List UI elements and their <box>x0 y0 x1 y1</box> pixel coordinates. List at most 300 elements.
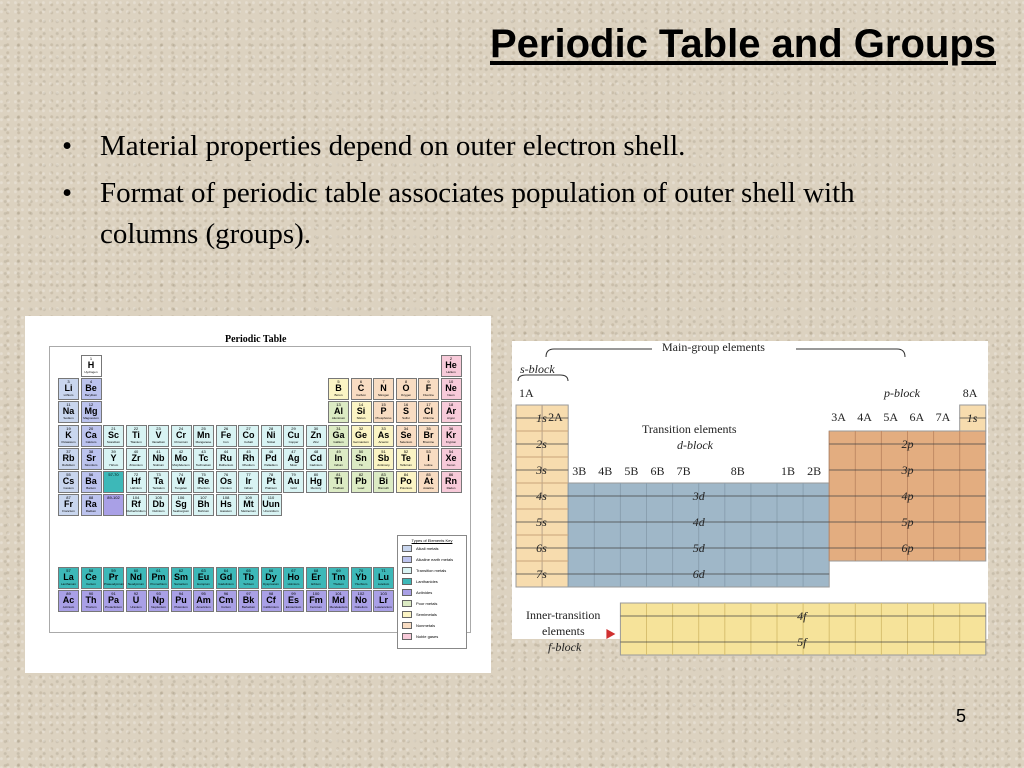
element-cell <box>373 590 394 612</box>
element-number: 72 <box>133 472 139 477</box>
element-name: Iron <box>223 439 229 444</box>
element-symbol: Ru <box>220 452 232 463</box>
element-symbol: Sg <box>175 499 187 510</box>
element-cell <box>418 401 439 423</box>
element-cell <box>351 425 372 447</box>
element-cell <box>171 567 192 589</box>
element-cell <box>81 494 102 516</box>
element-name: Thorium <box>85 605 97 610</box>
element-number: 51 <box>381 448 386 454</box>
element-number: 82 <box>358 472 364 477</box>
element-cell <box>373 425 394 447</box>
group-label: 1A <box>519 386 534 400</box>
element-name: Nobelium <box>354 605 368 610</box>
element-number: 24 <box>178 425 184 431</box>
element-number: 67 <box>291 568 296 573</box>
element-name: Silver <box>289 462 298 467</box>
element-number: 108 <box>222 495 230 501</box>
p-block-label: p-block <box>884 386 920 400</box>
element-symbol: Ni <box>266 429 276 440</box>
element-name: Astatine <box>423 486 434 490</box>
element-name: Lead <box>357 486 365 490</box>
element-name: Thulium <box>333 582 344 586</box>
element-name: Thallium <box>332 486 345 490</box>
element-cell <box>193 448 214 470</box>
element-name: Sulfur <box>402 416 410 421</box>
element-cell <box>58 425 79 447</box>
element-cell <box>171 590 192 612</box>
element-symbol: Fr <box>64 499 73 510</box>
element-cell <box>441 378 462 400</box>
element-cell <box>171 425 192 447</box>
d-orbital-label: 6d <box>692 567 705 581</box>
element-symbol: Te <box>401 452 411 463</box>
p-orbital-label: 6p <box>901 541 914 555</box>
element-symbol: He <box>445 360 457 370</box>
element-name: Fermium <box>310 605 322 610</box>
element-symbol: Sc <box>107 429 119 440</box>
bullet-item <box>58 173 958 255</box>
element-number: 1 <box>89 356 93 361</box>
element-number: 33 <box>381 425 386 431</box>
group-label: 5A <box>883 410 899 424</box>
group-label: 2B <box>807 464 822 478</box>
legend-label: Transition metals <box>416 568 447 573</box>
element-cell <box>193 471 214 493</box>
element-name: Cerium <box>86 582 96 586</box>
element-name: Terbium <box>243 582 254 586</box>
element-name: Ruthenium <box>218 462 234 467</box>
element-symbol: Sr <box>86 452 96 463</box>
element-number: 71 <box>381 568 386 573</box>
element-symbol: Ca <box>85 429 97 440</box>
d-orbital-label: 5d <box>692 541 705 555</box>
element-symbol: Au <box>287 476 300 486</box>
element-number: 102 <box>357 591 365 597</box>
element-name: Bismuth <box>378 486 389 490</box>
element-number: 20 <box>88 425 94 431</box>
element-number: 55 <box>66 472 71 477</box>
element-name: Technetium <box>195 462 212 467</box>
legend-swatch <box>402 600 412 607</box>
element-number: 9 <box>427 379 430 385</box>
element-name: Boron <box>334 393 343 398</box>
element-cell <box>148 494 169 516</box>
element-number: 70 <box>358 568 364 573</box>
element-number: 53 <box>426 448 431 454</box>
group-label: 5B <box>624 464 639 478</box>
periodic-table-title: Periodic Table <box>225 334 287 345</box>
element-name: Uranium <box>130 605 142 610</box>
element-symbol: Co <box>242 429 255 440</box>
element-name: Europium <box>197 582 210 586</box>
element-cell <box>171 494 192 516</box>
element-cell <box>216 425 237 447</box>
element-symbol: Hf <box>131 476 141 486</box>
element-cell <box>441 425 462 447</box>
element-cell <box>238 494 259 516</box>
element-cell <box>261 567 282 589</box>
element-number: 89-102 <box>107 495 120 501</box>
element-number: 44 <box>223 448 229 454</box>
element-cell <box>261 471 282 493</box>
legend-label: Semimetals <box>416 612 437 617</box>
element-number: 6 <box>359 379 363 385</box>
element-name: Potassium <box>61 439 76 444</box>
element-number: 42 <box>178 448 184 454</box>
element-cell <box>103 471 124 493</box>
element-symbol: Cr <box>175 429 186 440</box>
element-number: 3 <box>67 379 70 385</box>
element-number: 35 <box>426 425 431 431</box>
element-symbol: Po <box>400 476 412 486</box>
element-name: Arsenic <box>378 439 389 444</box>
element-cell <box>328 590 349 612</box>
legend-label: Alkali metals <box>416 546 439 551</box>
element-number: 54 <box>448 448 454 454</box>
element-symbol: Bk <box>242 595 255 606</box>
group-label: 3A <box>831 410 846 424</box>
element-symbol: Uun <box>262 499 280 510</box>
legend-swatch <box>402 545 412 552</box>
element-name: Rhenium <box>197 486 210 490</box>
element-name: Actinium <box>62 605 75 610</box>
legend-item <box>398 609 466 620</box>
element-cell <box>81 355 102 377</box>
block-diagram-image <box>512 340 988 654</box>
element-cell <box>126 471 147 493</box>
element-cell <box>238 567 259 589</box>
bullet-list <box>58 126 958 261</box>
element-name: Indium <box>333 462 343 467</box>
element-types-legend <box>397 535 467 649</box>
orbital-block-diagram <box>512 340 988 654</box>
element-number: 56 <box>88 472 94 477</box>
element-symbol: Ne <box>445 383 457 394</box>
element-name: Fluorine <box>423 393 434 398</box>
element-number: 101 <box>335 591 342 597</box>
element-cell <box>351 567 372 589</box>
element-name: Rutherfordium <box>126 509 146 514</box>
element-symbol: Ho <box>287 572 300 582</box>
element-symbol: Pa <box>107 595 119 606</box>
element-name: Xenon <box>446 462 456 467</box>
element-cell <box>216 590 237 612</box>
legend-label: Lanthanides <box>416 579 438 584</box>
element-number: 47 <box>291 448 296 454</box>
element-name: Molybdenum <box>172 462 190 467</box>
element-symbol: Fm <box>309 595 323 606</box>
element-number: 43 <box>201 448 206 454</box>
element-symbol: Sn <box>355 452 367 463</box>
element-name: Tin <box>358 462 364 467</box>
element-number: 39 <box>111 448 116 454</box>
element-symbol: Sm <box>173 572 188 582</box>
element-number: 91 <box>111 591 116 597</box>
element-number: 107 <box>200 495 207 501</box>
inner-transition-label: elements <box>542 624 585 638</box>
element-symbol: Re <box>197 476 210 486</box>
legend-label: Nonmetals <box>416 623 436 628</box>
element-cell <box>283 448 304 470</box>
element-name: Osmium <box>220 486 232 490</box>
element-number: 86 <box>448 472 454 477</box>
element-name: Einsteinium <box>285 605 302 610</box>
element-cell <box>216 448 237 470</box>
element-number: 49 <box>336 448 341 454</box>
element-number: 94 <box>178 591 184 597</box>
bullet-text: Material properties depend on outer electron shell. <box>100 130 686 162</box>
legend-label: Alkaline earth metals <box>416 557 454 562</box>
element-symbol: La <box>63 572 74 582</box>
element-symbol: Sb <box>377 452 390 463</box>
element-cell <box>81 401 102 423</box>
element-cell <box>328 567 349 589</box>
element-name: Germanium <box>353 439 369 444</box>
bullet-text: Format of periodic table associates population of outer shell with columns (groups). <box>100 177 855 250</box>
p-orbital-label: 2p <box>901 437 914 451</box>
element-name: Holmium <box>287 582 300 586</box>
element-number: 97 <box>246 591 251 597</box>
element-cell <box>216 567 237 589</box>
element-symbol: Pr <box>108 572 119 582</box>
p-orbital-label: 5p <box>901 515 914 529</box>
element-name: Lawrencium <box>375 605 392 610</box>
element-number: 41 <box>156 448 161 454</box>
element-cell <box>103 448 124 470</box>
element-cell <box>306 448 327 470</box>
s-block-label: s-block <box>520 362 555 376</box>
element-cell <box>261 448 282 470</box>
element-cell <box>103 494 124 516</box>
element-number: 81 <box>336 472 341 477</box>
element-name: Phosphorus <box>375 416 392 421</box>
bullet-item <box>58 126 958 167</box>
element-number: 62 <box>178 568 184 573</box>
element-number: 98 <box>268 591 274 597</box>
element-symbol: Am <box>196 595 211 606</box>
element-symbol: Rh <box>242 452 255 463</box>
element-name: Silicon <box>356 416 366 421</box>
element-cell <box>81 567 102 589</box>
element-number: 57-70 <box>108 472 119 477</box>
group-label: 8B <box>730 464 745 478</box>
p-orbital-label: 4p <box>901 489 914 503</box>
element-symbol: Ti <box>132 429 140 440</box>
element-cell <box>103 567 124 589</box>
group-label: 8A <box>962 386 978 400</box>
element-name: Sodium <box>63 416 74 421</box>
element-symbol: O <box>402 383 410 394</box>
element-cell <box>58 494 79 516</box>
element-name: Copper <box>288 439 299 444</box>
element-cell <box>351 378 372 400</box>
element-number: 104 <box>132 495 140 501</box>
s-orbital-label: 6s <box>536 541 547 555</box>
element-name: Tantalum <box>152 486 165 490</box>
element-symbol: Er <box>311 572 321 582</box>
element-cell <box>418 448 439 470</box>
element-number: 12 <box>88 402 94 408</box>
group-label: 4B <box>598 464 613 478</box>
element-name: Curium <box>221 605 231 610</box>
element-name: Tungsten <box>174 486 188 490</box>
f-orbital-label: 4f <box>797 609 807 623</box>
s-orbital-label: 1s <box>536 411 547 425</box>
element-symbol: Ag <box>287 452 300 463</box>
element-number: 22 <box>133 425 139 431</box>
element-cell <box>193 425 214 447</box>
element-symbol: Cm <box>218 595 234 606</box>
element-symbol: Yb <box>355 572 367 582</box>
element-name: Cesium <box>63 486 74 490</box>
element-symbol: As <box>377 429 390 440</box>
element-name: Meitnerium <box>241 509 256 514</box>
group-label: 6B <box>650 464 665 478</box>
element-symbol: No <box>355 595 367 606</box>
element-symbol: Ac <box>62 595 75 606</box>
element-number: 14 <box>358 402 364 408</box>
d-block-label: d-block <box>677 438 713 452</box>
group-label: 4A <box>857 410 872 424</box>
element-cell <box>306 567 327 589</box>
element-name: Chromium <box>174 439 188 444</box>
element-symbol: Es <box>287 595 299 606</box>
element-symbol: Be <box>85 383 97 394</box>
element-cell <box>373 448 394 470</box>
element-number: 96 <box>223 591 229 597</box>
element-name: Dubnium <box>152 509 165 514</box>
element-cell <box>148 425 169 447</box>
element-number: 68 <box>313 568 319 573</box>
element-cell <box>103 590 124 612</box>
element-number: 60 <box>133 568 139 573</box>
element-name: Plutonium <box>174 605 188 610</box>
element-cell <box>261 590 282 612</box>
main-group-label: Main-group elements <box>662 340 765 354</box>
element-cell <box>373 567 394 589</box>
element-number: 103 <box>380 591 387 597</box>
legend-item <box>398 631 466 642</box>
element-symbol: Tm <box>331 572 346 582</box>
element-cell <box>126 494 147 516</box>
page-number: 5 <box>955 706 966 726</box>
element-number: 11 <box>66 402 71 408</box>
element-symbol: At <box>423 476 434 486</box>
element-symbol: Ga <box>332 429 345 440</box>
element-cell <box>103 425 124 447</box>
element-name: Cadmium <box>309 462 323 467</box>
element-number: 73 <box>156 472 161 477</box>
element-name: Neon <box>447 393 455 398</box>
element-number: 40 <box>133 448 139 454</box>
element-cell <box>351 401 372 423</box>
s-orbital-label: 2s <box>536 437 547 451</box>
legend-swatch <box>402 589 412 596</box>
element-name: Radium <box>85 509 97 514</box>
element-symbol: Ir <box>245 476 252 486</box>
element-number: 50 <box>358 448 364 454</box>
element-name: Antimony <box>377 462 390 467</box>
element-name: Oxygen <box>400 393 412 398</box>
element-cell <box>81 425 102 447</box>
element-number: 69 <box>336 568 341 573</box>
element-number: 99 <box>291 591 296 597</box>
element-cell <box>148 448 169 470</box>
element-number: 45 <box>246 448 251 454</box>
element-name: Hydrogen <box>84 370 98 374</box>
element-symbol: Db <box>152 499 165 510</box>
element-number: 106 <box>177 495 185 501</box>
element-name: Aluminum <box>331 416 346 421</box>
group-label: 6A <box>909 410 925 424</box>
element-name: Francium <box>62 509 75 514</box>
element-symbol: Pb <box>355 476 367 486</box>
s-orbital-label: 7s <box>536 567 547 581</box>
element-number: 59 <box>111 568 116 573</box>
element-symbol: Cd <box>310 452 322 463</box>
s-orbital-label: 4s <box>536 489 547 503</box>
element-name: Iridium <box>243 486 253 490</box>
element-number: 2 <box>449 356 453 361</box>
element-symbol: Ge <box>354 429 367 440</box>
element-number: 85 <box>426 472 431 477</box>
element-name: Zinc <box>313 439 319 444</box>
s-orbital-label: 3s <box>536 463 547 477</box>
element-number: 15 <box>381 402 386 408</box>
element-name: Neodymium <box>127 582 144 586</box>
element-number: 58 <box>88 568 94 573</box>
element-symbol: K <box>65 429 72 440</box>
element-symbol: Cu <box>287 429 300 440</box>
element-cell <box>441 448 462 470</box>
element-cell <box>328 378 349 400</box>
element-cell <box>148 471 169 493</box>
element-symbol: N <box>380 383 387 394</box>
element-number: 88 <box>88 495 94 501</box>
element-cell <box>58 378 79 400</box>
legend-swatch <box>402 567 412 574</box>
element-symbol: Cs <box>62 476 75 486</box>
element-number: 93 <box>156 591 161 597</box>
legend-swatch <box>402 578 412 585</box>
d-orbital-label: 4d <box>692 515 705 529</box>
element-cell <box>58 448 79 470</box>
element-name: Californium <box>263 605 279 610</box>
element-name: Mendelevium <box>329 605 348 610</box>
element-name: Carbon <box>356 393 366 398</box>
element-cell <box>283 471 304 493</box>
legend-title: Types of Elements Key <box>411 538 453 543</box>
element-cell <box>373 401 394 423</box>
element-number: 87 <box>66 495 71 501</box>
element-name: Niobium <box>152 462 164 467</box>
element-number: 64 <box>223 568 229 573</box>
element-name: Vanadium <box>151 439 166 444</box>
element-symbol: Bi <box>379 476 388 486</box>
element-symbol: Rf <box>131 499 141 510</box>
element-cell <box>126 448 147 470</box>
element-cell <box>216 494 237 516</box>
element-cell <box>126 425 147 447</box>
element-number: 21 <box>111 425 116 431</box>
legend-item <box>398 554 466 565</box>
p-orbital-label: 3p <box>901 463 914 477</box>
element-name: Lithium <box>63 393 74 398</box>
element-number: 25 <box>201 425 206 431</box>
element-name: Krypton <box>445 439 457 444</box>
element-number: 92 <box>133 591 139 597</box>
